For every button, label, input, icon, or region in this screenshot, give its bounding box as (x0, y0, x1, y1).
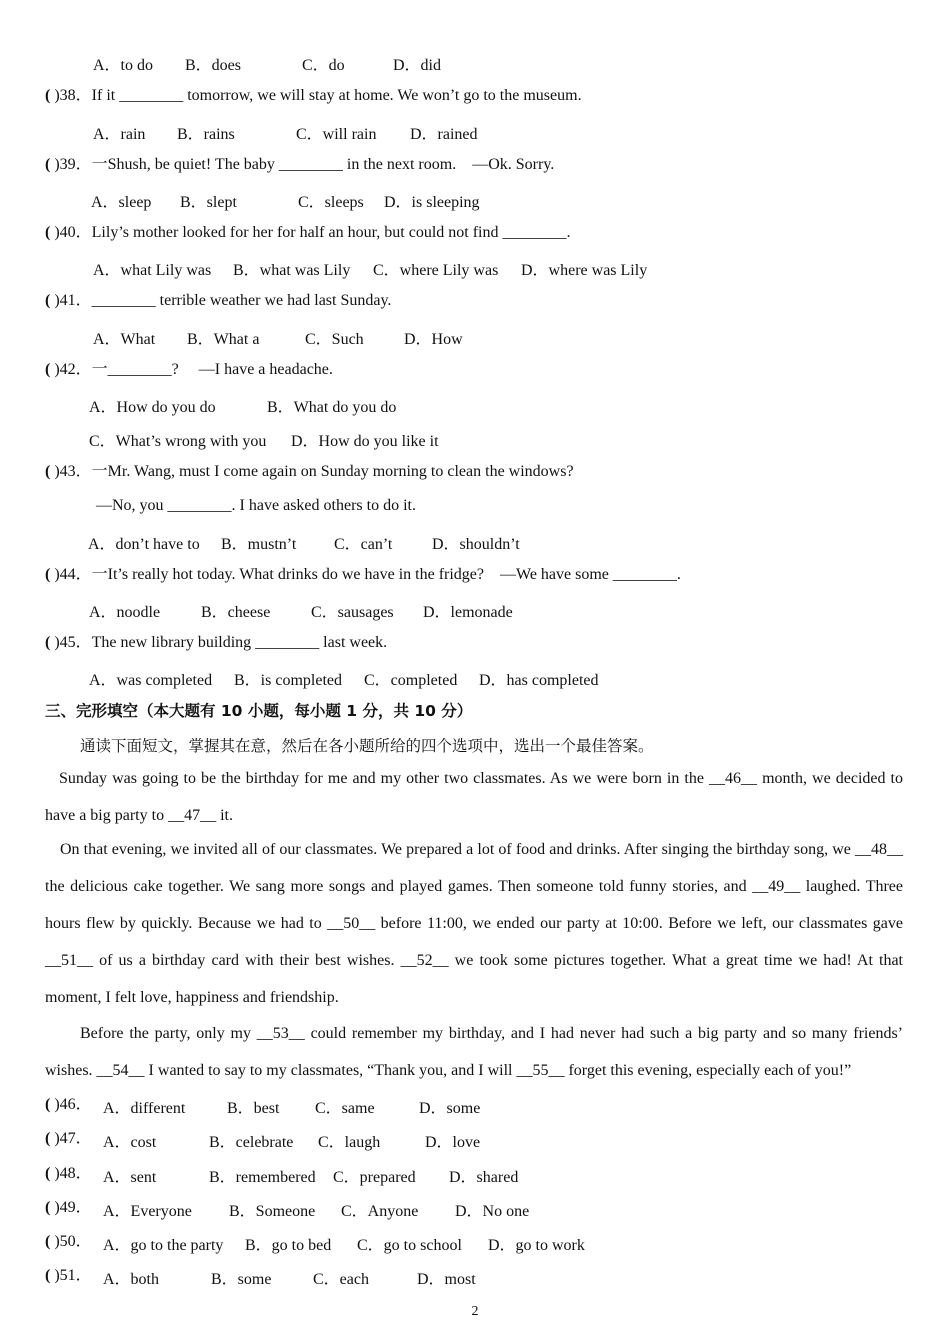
option-a: A．was completed (89, 672, 213, 689)
option-b: B．What a (187, 331, 260, 348)
option-d: D．rained (410, 126, 478, 143)
option-c: C．sleeps (298, 194, 364, 211)
option-a: A．What (93, 331, 156, 348)
option-d: D．How (404, 331, 463, 348)
option-b: B．Someone (229, 1203, 316, 1220)
question-46: ( )46． (45, 1096, 92, 1113)
option-d: D．love (425, 1134, 481, 1151)
option-b: B．some (211, 1271, 272, 1288)
question-48: ( )48． (45, 1165, 92, 1182)
option-b: B．best (227, 1100, 280, 1117)
question-39: ( )39．一Shush, be quiet! The baby ________ in the next room. —Ok. Sorry. (45, 156, 555, 173)
option-b: B．is completed (234, 672, 342, 689)
option-b: B．mustn’t (221, 536, 297, 553)
question-38: ( )38．If it ________ tomorrow, we will stay at home. We won’t go to the museum. (45, 87, 582, 104)
option-a: A．sent (103, 1169, 157, 1186)
passage-paragraph-1: Sunday was going to be the birthday for me and my other two classmates. As we were born in the __46__ month, we decided to have a big party to __47__ it. (45, 770, 903, 824)
page-number: 2 (471, 1304, 479, 1319)
option-b: B．what was Lily (233, 262, 351, 279)
instructions: 通读下面短文，掌握其在意，然后在各小题所给的四个选项中，选出一个最佳答案。 (80, 737, 654, 755)
question-50: ( )50． (45, 1233, 92, 1250)
option-b: B．What do you do (267, 399, 397, 416)
option-a: A．go to the party (103, 1237, 224, 1254)
section-heading: 三、完形填空（本大题有 10 小题，每小题 1 分，共 10 分） (45, 702, 473, 720)
question-51: ( )51． (45, 1267, 92, 1284)
question-41: ( )41．________ terrible weather we had last Sunday. (45, 292, 392, 309)
option-d: D．shouldn’t (432, 536, 520, 553)
option-a: A．what Lily was (93, 262, 212, 279)
option-a: A．to do (93, 57, 154, 74)
option-d: D．shared (449, 1169, 519, 1186)
option-a: A．don’t have to (88, 536, 200, 553)
option-c: C．each (313, 1271, 369, 1288)
option-b: B．go to bed (245, 1237, 332, 1254)
option-c: C．do (302, 57, 345, 74)
option-d: D．How do you like it (291, 433, 439, 450)
question-49: ( )49． (45, 1199, 92, 1216)
option-a: A．cost (103, 1134, 157, 1151)
question-47: ( )47． (45, 1130, 92, 1147)
option-c: C．go to school (357, 1237, 462, 1254)
passage-paragraph-2: On that evening, we invited all of our classmates. We prepared a lot of food and drinks. After singing the birthday song, we __48__ the delicious cake together. We sang more songs and played games. Then someone told funny stories, and __49__ laughed. Three hours flew by quickly. Because we had to __50__ before 11:00, we ended our party at 10:00. Before we left, our classmates gave __51__ of us a birthday card with their best wishes. __52__ we took some pictures together. What a great time we had! At that moment, I felt love, happiness and friendship. (45, 841, 903, 1006)
option-a: A．Everyone (103, 1203, 192, 1220)
option-a: A．different (103, 1100, 186, 1117)
option-d: D．did (393, 57, 442, 74)
option-c: C．can’t (334, 536, 393, 553)
option-c: C．sausages (311, 604, 394, 621)
option-c: C．prepared (333, 1169, 416, 1186)
question-44: ( )44．一It’s really hot today. What drinks do we have in the fridge? —We have some ________. (45, 566, 681, 583)
option-c: C．will rain (296, 126, 377, 143)
option-d: D．No one (455, 1203, 530, 1220)
option-c: C．Anyone (341, 1203, 419, 1220)
option-d: D．most (417, 1271, 476, 1288)
option-d: D．some (419, 1100, 481, 1117)
option-b: B．celebrate (209, 1134, 294, 1151)
question-42: ( )42．一________? —I have a headache. (45, 361, 333, 378)
option-d: D．is sleeping (384, 194, 480, 211)
option-b: B．does (185, 57, 242, 74)
option-d: D．lemonade (423, 604, 513, 621)
question-40: ( )40．Lily’s mother looked for her for half an hour, but could not find ________. (45, 224, 571, 241)
option-d: D．where was Lily (521, 262, 648, 279)
option-c: C．same (315, 1100, 375, 1117)
option-b: B．cheese (201, 604, 271, 621)
question-43-reply: —No, you ________. I have asked others to do it. (96, 497, 416, 514)
option-c: C．laugh (318, 1134, 381, 1151)
question-45: ( )45．The new library building ________ last week. (45, 634, 388, 651)
option-a: A．How do you do (89, 399, 216, 416)
option-d: D．go to work (488, 1237, 585, 1254)
option-c: C．What’s wrong with you (89, 433, 267, 450)
passage-paragraph-3: Before the party, only my __53__ could remember my birthday, and I had never had such a big party and so many friends’ wishes. __54__ I wanted to say to my classmates, “Thank you, and I will __55__ forget this evening, especially each of you!” (45, 1025, 903, 1079)
option-b: B．remembered (209, 1169, 316, 1186)
option-a: A．both (103, 1271, 160, 1288)
option-c: C．where Lily was (373, 262, 499, 279)
option-d: D．has completed (479, 672, 599, 689)
option-a: A．noodle (89, 604, 161, 621)
option-c: C．completed (364, 672, 458, 689)
option-b: B．slept (180, 194, 237, 211)
option-a: A．sleep (91, 194, 152, 211)
option-b: B．rains (177, 126, 235, 143)
option-a: A．rain (93, 126, 146, 143)
option-c: C．Such (305, 331, 364, 348)
question-43: ( )43．一Mr. Wang, must I come again on Sunday morning to clean the windows? (45, 463, 574, 480)
